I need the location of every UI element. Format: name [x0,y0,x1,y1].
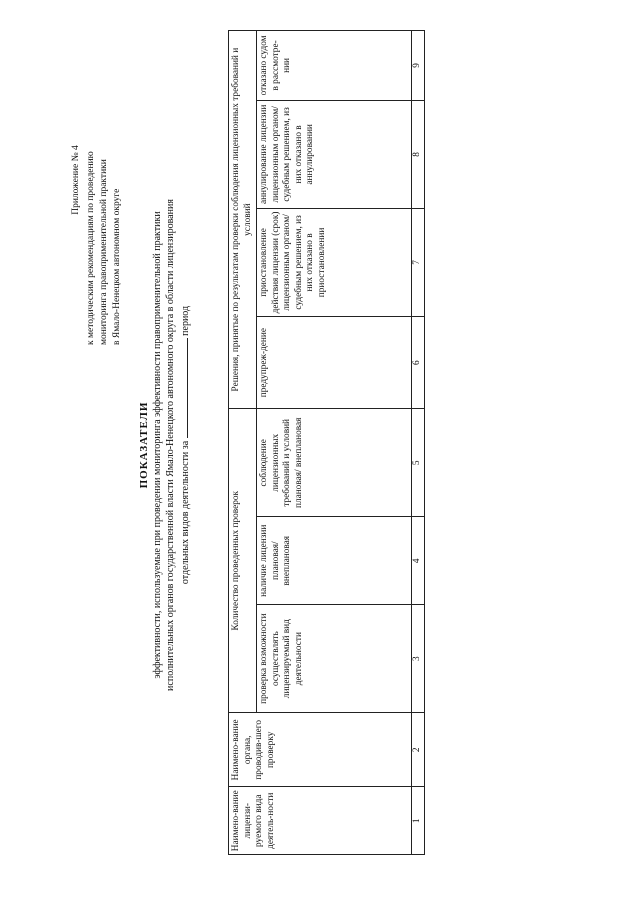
title-line-3 [177,135,192,755]
document-title-block [138,135,192,755]
column-number: 4 [412,517,425,605]
column-number: 7 [412,208,425,316]
col-header-warning: предупреж-дение [257,316,412,408]
appendix-number: Приложение № 4 [71,145,81,215]
column-number: 6 [412,316,425,408]
col-header-court-refusal: отказано судом в рассмотре-нии [257,31,412,101]
col-header-check-possibility: проверка возможности осуществлять лицензируемый вид деятельности [257,605,412,713]
title-line-1: эффективности, используемые при проведении мониторинга эффективности правоприменительной практики [152,211,163,679]
column-number: 3 [412,605,425,713]
title-line-3-prefix: отдельных видов деятельности за [180,440,191,585]
column-number: 8 [412,100,425,208]
appendix-line-2: мониторинга правоприменительной практики [99,159,109,345]
column-number: 1 [412,787,425,855]
group-header-inspections-count: Количество проведенных проверок [229,409,257,713]
appendix-line-3: в Ямало-Ненецком автономном округе [112,188,122,345]
col-header-activity-type: Наимено-вание лицензи-руемого вида деятель-ности [229,787,412,855]
col-header-inspecting-body: Наимено-вание органа, проводив-шего проверку [229,713,412,787]
group-header-decisions: Решения, принятые по результатам проверки соблюдения лицензионных требований и условий [229,31,257,409]
title-line-3-suffix: период [180,305,191,336]
column-number: 5 [412,409,425,517]
appendix-header [70,15,124,345]
column-number-row [412,31,425,855]
document-heading: ПОКАЗАТЕЛИ [138,401,150,489]
table-header-row-1 [229,31,257,855]
col-header-suspension: приостановление действия лицензии (срок) лицензионным органом/ судебным решением, из них отказано в приостановлении [257,208,412,316]
indicators-table [228,30,425,855]
col-header-annulment: аннулирование лицензии лицензионным органом/ судебным решением, из них отказано в аннулировании [257,100,412,208]
col-header-compliance: соблюдение лицензионных требований и условий плановая/ внеплановая [257,409,412,517]
period-blank-line [177,338,188,438]
column-number: 9 [412,31,425,101]
column-number: 2 [412,713,425,787]
title-line-2: исполнительных органов государственной власти Ямало-Ненецкого автономного округа в области лицензирования [165,199,176,691]
col-header-license-presence: наличие лицензии плановая/ внеплановая [257,517,412,605]
appendix-line-1: к методическим рекомендациям по проведению [86,151,96,345]
